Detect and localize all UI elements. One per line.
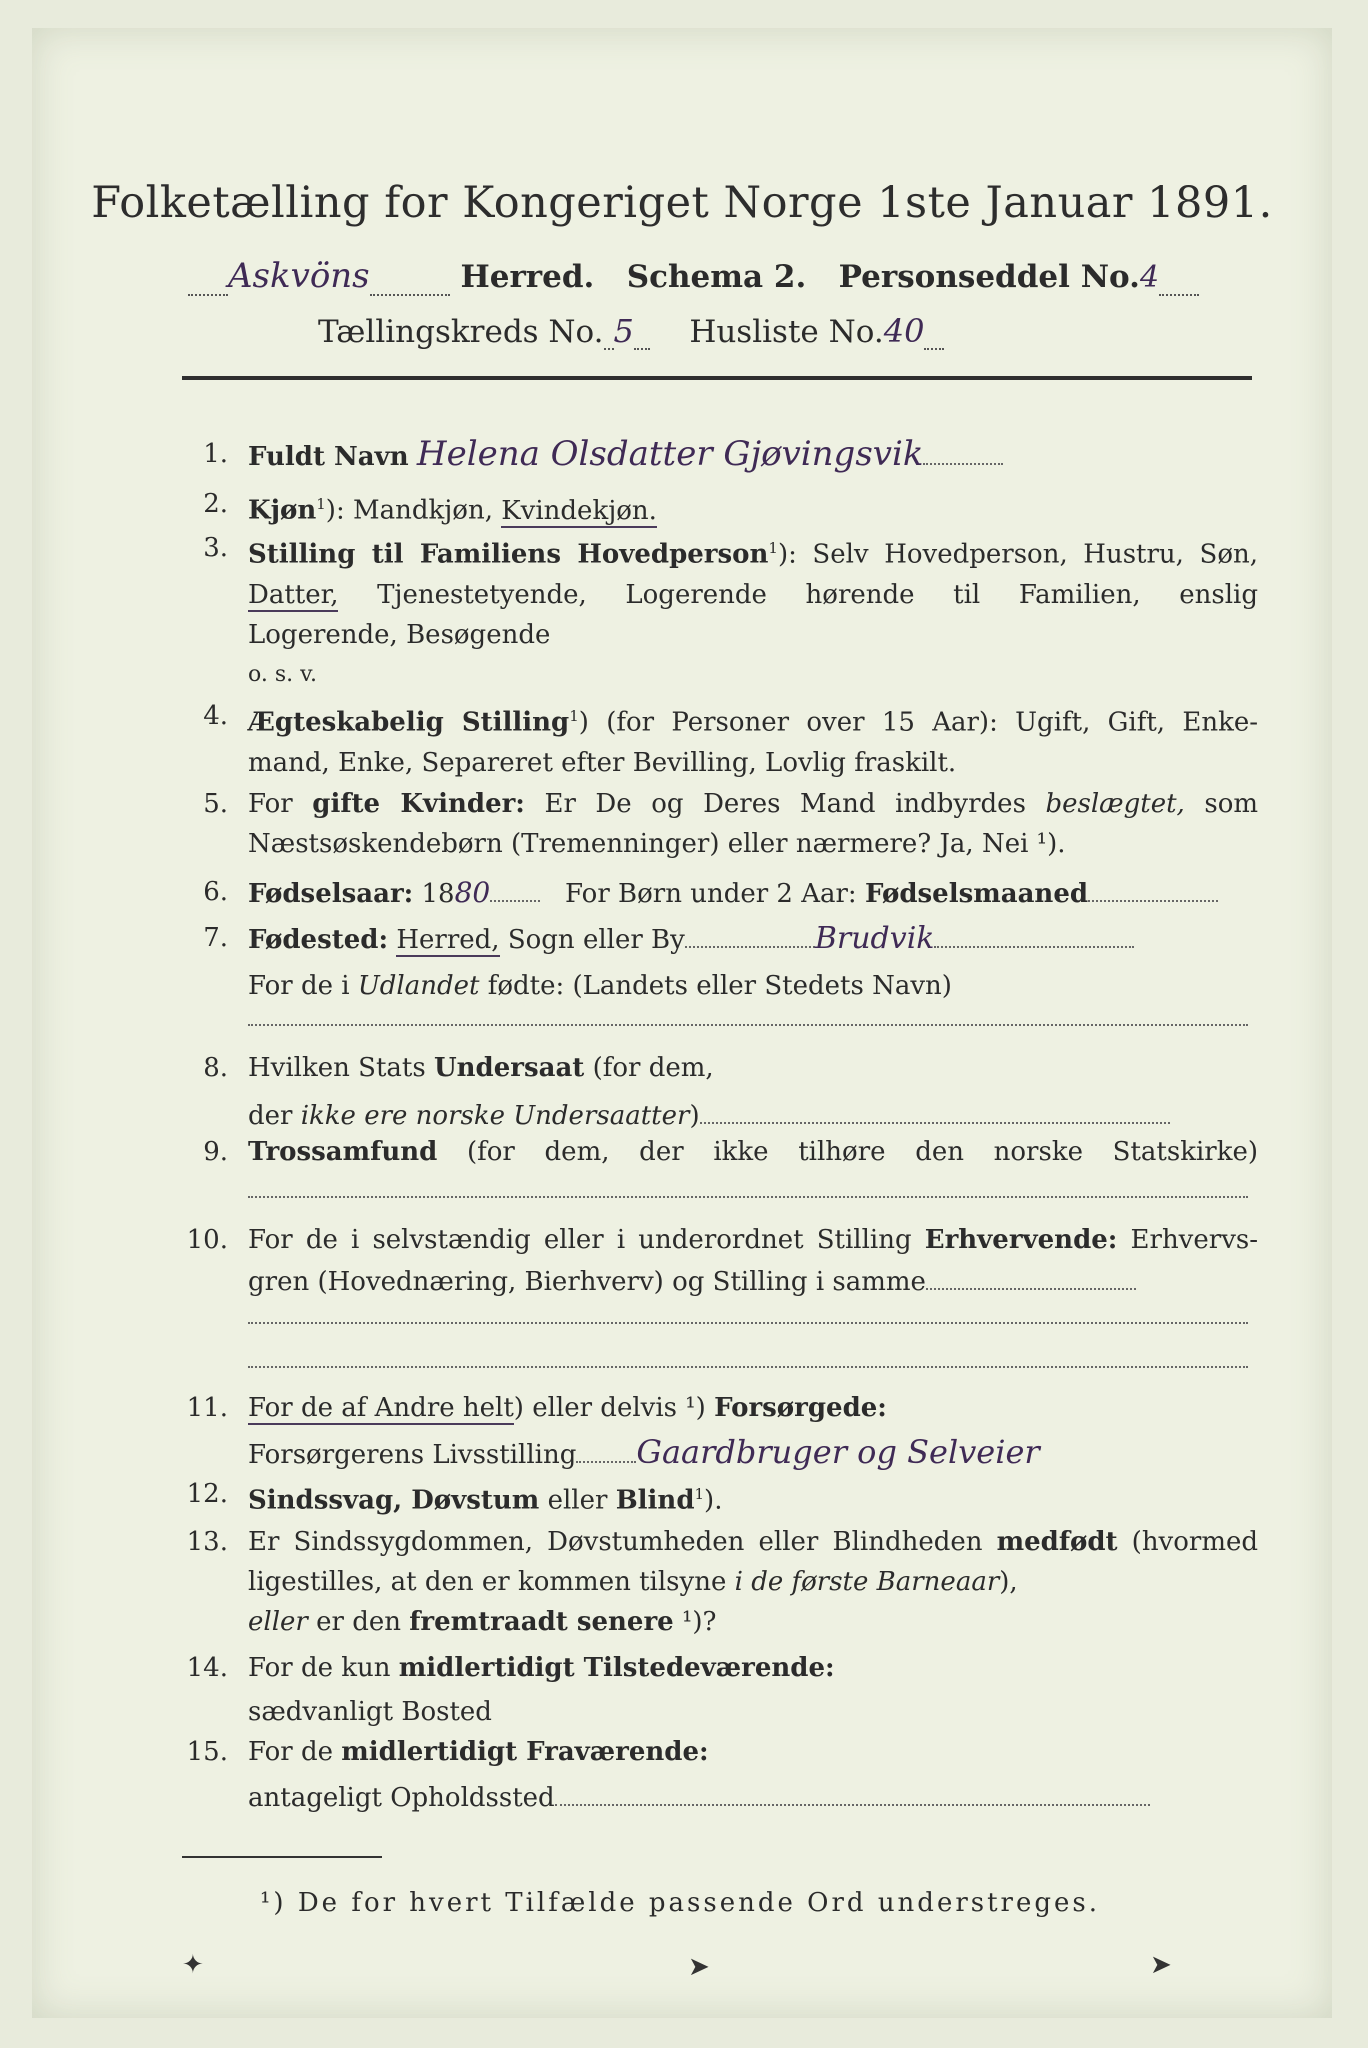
- footnote-divider: [182, 1856, 382, 1858]
- header-line-kreds: [318, 312, 1218, 350]
- datter-underlined: Datter,: [248, 579, 339, 610]
- full-name-value: Helena Olsdatter Gjøvingsvik: [416, 434, 924, 474]
- personseddel-label: Personseddel No.: [838, 259, 1140, 295]
- registration-mark-right-icon: ➤: [1150, 1950, 1172, 1980]
- andre-helt-underlined: For de af Andre helt: [248, 1393, 514, 1423]
- item-2-label: Kjøn: [248, 495, 317, 526]
- personseddel-value: 4: [1139, 260, 1160, 295]
- herred-underlined: Herred,: [396, 925, 500, 955]
- registration-mark-left-icon: ✦: [182, 1950, 204, 1980]
- footnote: ¹) De for hvert Tilfælde passende Ord understreges.: [260, 1888, 1101, 1918]
- registration-mark-center-icon: ➤: [688, 1952, 710, 1982]
- item-9-blank-line: [248, 1196, 1248, 1198]
- birth-year-value: 80: [454, 876, 491, 909]
- item-10-blank-line-2: [248, 1366, 1248, 1368]
- herred-label: Herred.: [460, 259, 595, 295]
- forsorger-value: Gaardbruger og Selveier: [636, 1433, 1040, 1471]
- herred-value: Askvöns: [228, 256, 370, 296]
- header-divider: [182, 376, 1252, 380]
- husliste-value: 40: [883, 312, 925, 350]
- schema-label: Schema 2.: [626, 259, 807, 295]
- item-1-label: Fuldt Navn: [248, 442, 409, 472]
- husliste-label: Husliste No.: [689, 314, 884, 350]
- birthplace-value: Brudvik: [814, 921, 935, 956]
- census-form: Folketælling for Kongeriget Norge 1ste Januar 1891. Askvöns Herred. Schema 2. Personseddel No.4 Tællingskreds No. 5 Husliste No.40 1. Fuldt Navn Helena Olsdatter Gjøvingsvik 2. Kjøn$^1$): Mandkjøn, Kvindekjøn. 3. Stilling til Familiens Hovedperson$^1$): Selv Hovedperson, Hustru, Søn, Datter, Tjenestetyende, Logerende hørende til Familien, enslig Logerende, Besøgende o. s. v. 4. Ægteskabelig Stilling$^1$) (for Personer over 15 Aar): Ugift, Gift, Enke- mand, Enke, Separeret efter Bevilling, Lovlig fraskilt. 5. For gifte Kvinder: Er De og Deres Mand indbyrdes beslægtet, som Næstsøskendebørn (Tremenninger) eller nærmere? Ja, Nei ¹). 6. Fødselsaar: 1880 For Børn under 2 Aar: Fødselsmaaned 7. Fødested: Herred, Sogn eller By Brudvik For de i Udlandet fødte: (Landets eller Stedets Navn) 8. Hvilken Stats Undersaat (for dem, der ikke ere norske Undersaatter) 9. Trossamfund (for dem, der ikke tilhøre den norske Statskirke) 10. For de i selvstændig eller i underordnet Stilling Erhvervende: Erhvervs- gren (Hovednæring, Bierhverv) og Stilling i samme 11. For de af Andre helt) eller delvis ¹) Forsørgede: Forsørgerens Livsstilling Gaardbruger og Selveier 12. Sindssvag, Døvstum eller Blind$^1$). 13. Er Sindssygdommen, Døvstumheden eller Blindheden medfødt (hvormed ligestilles, at den er kommen tilsyne i de første Barneaar), eller er den fremtraadt senere ¹)? 14. For de kun midlertidigt Tilstedeværende: sædvanligt Bosted 15. For de midlertidigt Fraværende: antageligt Opholdssted ¹) De for hvert Tilfælde passende Ord understreges. ✦ ➤ ➤: [32, 28, 1332, 2018]
- header-line-herred: [188, 256, 1248, 296]
- kreds-label: Tællingskreds No.: [318, 314, 604, 350]
- item-7-blank-line: [248, 1024, 1248, 1026]
- kreds-value: 5: [613, 312, 634, 350]
- item-10-blank-line-1: [248, 1322, 1248, 1324]
- kvindekjon-underlined: Kvindekjøn.: [501, 495, 657, 526]
- form-title: Folketælling for Kongeriget Norge 1ste Januar 1891.: [91, 178, 1273, 228]
